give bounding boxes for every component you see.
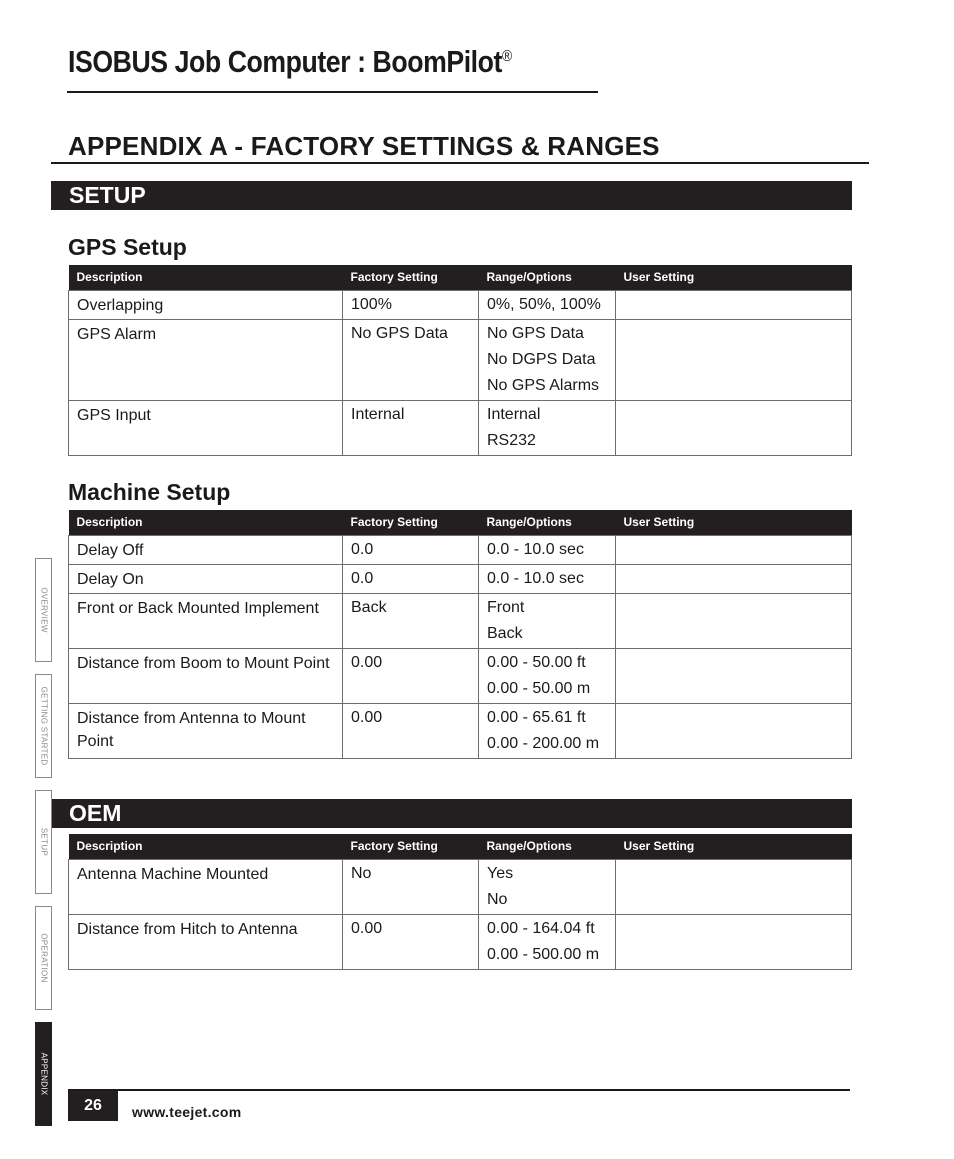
- side-tab-overview[interactable]: OVERVIEW: [35, 558, 52, 662]
- table-header-row: [69, 265, 852, 290]
- table-header-row: [69, 834, 852, 859]
- range-option: 0.0 - 10.0 sec: [487, 540, 584, 558]
- cell-description: Distance from Hitch to Antenna: [69, 914, 343, 969]
- cell-user-setting: [616, 648, 852, 703]
- cell-range-options: [479, 914, 616, 969]
- header-description: Description: [69, 834, 343, 859]
- table-row: [69, 290, 852, 319]
- cell-factory-setting: 100%: [343, 290, 479, 319]
- cell-user-setting: [616, 535, 852, 564]
- table-row: [69, 535, 852, 564]
- header-description: Description: [69, 265, 343, 290]
- gps-setup-heading: GPS Setup: [68, 234, 187, 260]
- header-user-setting: User Setting: [616, 834, 852, 859]
- section-bar-oem: OEM: [51, 799, 852, 828]
- range-option: Yes: [487, 864, 514, 882]
- range-option: No DGPS Data: [487, 350, 596, 368]
- cell-factory-setting: 0.0: [343, 535, 479, 564]
- range-option: Front: [487, 598, 525, 616]
- range-option: Back: [487, 624, 523, 642]
- cell-range-options: [479, 535, 616, 564]
- website-link[interactable]: www.teejet.com: [132, 1104, 242, 1120]
- cell-user-setting: [616, 703, 852, 758]
- cell-factory-setting: No: [343, 859, 479, 914]
- table-header-row: [69, 510, 852, 535]
- header-factory-setting: Factory Setting: [343, 834, 479, 859]
- gps-setup-table: [68, 265, 852, 456]
- document-title: ISOBUS Job Computer : BoomPilot®: [68, 44, 512, 79]
- range-option: 0.0 - 10.0 sec: [487, 569, 584, 587]
- cell-user-setting: [616, 564, 852, 593]
- cell-range-options: [479, 648, 616, 703]
- header-user-setting: User Setting: [616, 265, 852, 290]
- footer-rule: [68, 1089, 850, 1091]
- header-range-options: Range/Options: [479, 510, 616, 535]
- oem-table: [68, 834, 852, 970]
- range-option: 0.00 - 50.00 m: [487, 679, 591, 697]
- section-bar-setup: SETUP: [51, 181, 852, 210]
- header-factory-setting: Factory Setting: [343, 265, 479, 290]
- cell-description: Distance from Boom to Mount Point: [69, 648, 343, 703]
- table-row: [69, 859, 852, 914]
- range-option: RS232: [487, 431, 536, 449]
- range-option: 0.00 - 50.00 ft: [487, 653, 586, 671]
- header-user-setting: User Setting: [616, 510, 852, 535]
- side-tab-appendix[interactable]: APPENDIX: [35, 1022, 52, 1126]
- table-row: [69, 564, 852, 593]
- header-factory-setting: Factory Setting: [343, 510, 479, 535]
- cell-user-setting: [616, 400, 852, 455]
- cell-description: Antenna Machine Mounted: [69, 859, 343, 914]
- cell-description: Overlapping: [69, 290, 343, 319]
- range-option: No: [487, 890, 508, 908]
- machine-setup-table: [68, 510, 852, 759]
- cell-user-setting: [616, 859, 852, 914]
- range-option: 0.00 - 65.61 ft: [487, 708, 586, 726]
- range-option: No GPS Alarms: [487, 376, 600, 394]
- cell-range-options: [479, 400, 616, 455]
- appendix-rule: [51, 162, 869, 164]
- cell-factory-setting: No GPS Data: [343, 319, 479, 400]
- cell-range-options: [479, 319, 616, 400]
- cell-factory-setting: 0.00: [343, 648, 479, 703]
- cell-description: Front or Back Mounted Implement: [69, 593, 343, 648]
- cell-description: Distance from Antenna to Mount Point: [69, 703, 343, 758]
- table-row: [69, 593, 852, 648]
- cell-factory-setting: Internal: [343, 400, 479, 455]
- machine-setup-heading: Machine Setup: [68, 479, 231, 505]
- cell-range-options: [479, 859, 616, 914]
- cell-user-setting: [616, 914, 852, 969]
- cell-factory-setting: 0.00: [343, 914, 479, 969]
- cell-range-options: [479, 564, 616, 593]
- range-option: 0.00 - 164.04 ft: [487, 919, 595, 937]
- cell-range-options: [479, 703, 616, 758]
- range-option: 0%, 50%, 100%: [487, 295, 601, 313]
- range-option: Internal: [487, 405, 541, 423]
- registered-mark: ®: [501, 48, 512, 65]
- header-range-options: Range/Options: [479, 834, 616, 859]
- cell-range-options: [479, 593, 616, 648]
- range-option: 0.00 - 200.00 m: [487, 734, 600, 752]
- side-tab-operation[interactable]: OPERATION: [35, 906, 52, 1010]
- appendix-title: APPENDIX A - FACTORY SETTINGS & RANGES: [68, 131, 660, 161]
- cell-factory-setting: 0.0: [343, 564, 479, 593]
- table-row: [69, 703, 852, 758]
- side-tab-getting-started[interactable]: GETTING STARTED: [35, 674, 52, 778]
- side-tab-setup[interactable]: SETUP: [35, 790, 52, 894]
- cell-user-setting: [616, 319, 852, 400]
- cell-factory-setting: Back: [343, 593, 479, 648]
- cell-factory-setting: 0.00: [343, 703, 479, 758]
- range-option: No GPS Data: [487, 324, 584, 342]
- cell-range-options: [479, 290, 616, 319]
- title-rule: [67, 91, 598, 93]
- range-option: 0.00 - 500.00 m: [487, 945, 600, 963]
- header-description: Description: [69, 510, 343, 535]
- cell-user-setting: [616, 290, 852, 319]
- cell-description: GPS Input: [69, 400, 343, 455]
- cell-description: GPS Alarm: [69, 319, 343, 400]
- table-row: [69, 400, 852, 455]
- page-number: 26: [68, 1091, 118, 1121]
- table-row: [69, 648, 852, 703]
- cell-description: Delay On: [69, 564, 343, 593]
- cell-description: Delay Off: [69, 535, 343, 564]
- table-row: [69, 319, 852, 400]
- table-row: [69, 914, 852, 969]
- cell-user-setting: [616, 593, 852, 648]
- header-range-options: Range/Options: [479, 265, 616, 290]
